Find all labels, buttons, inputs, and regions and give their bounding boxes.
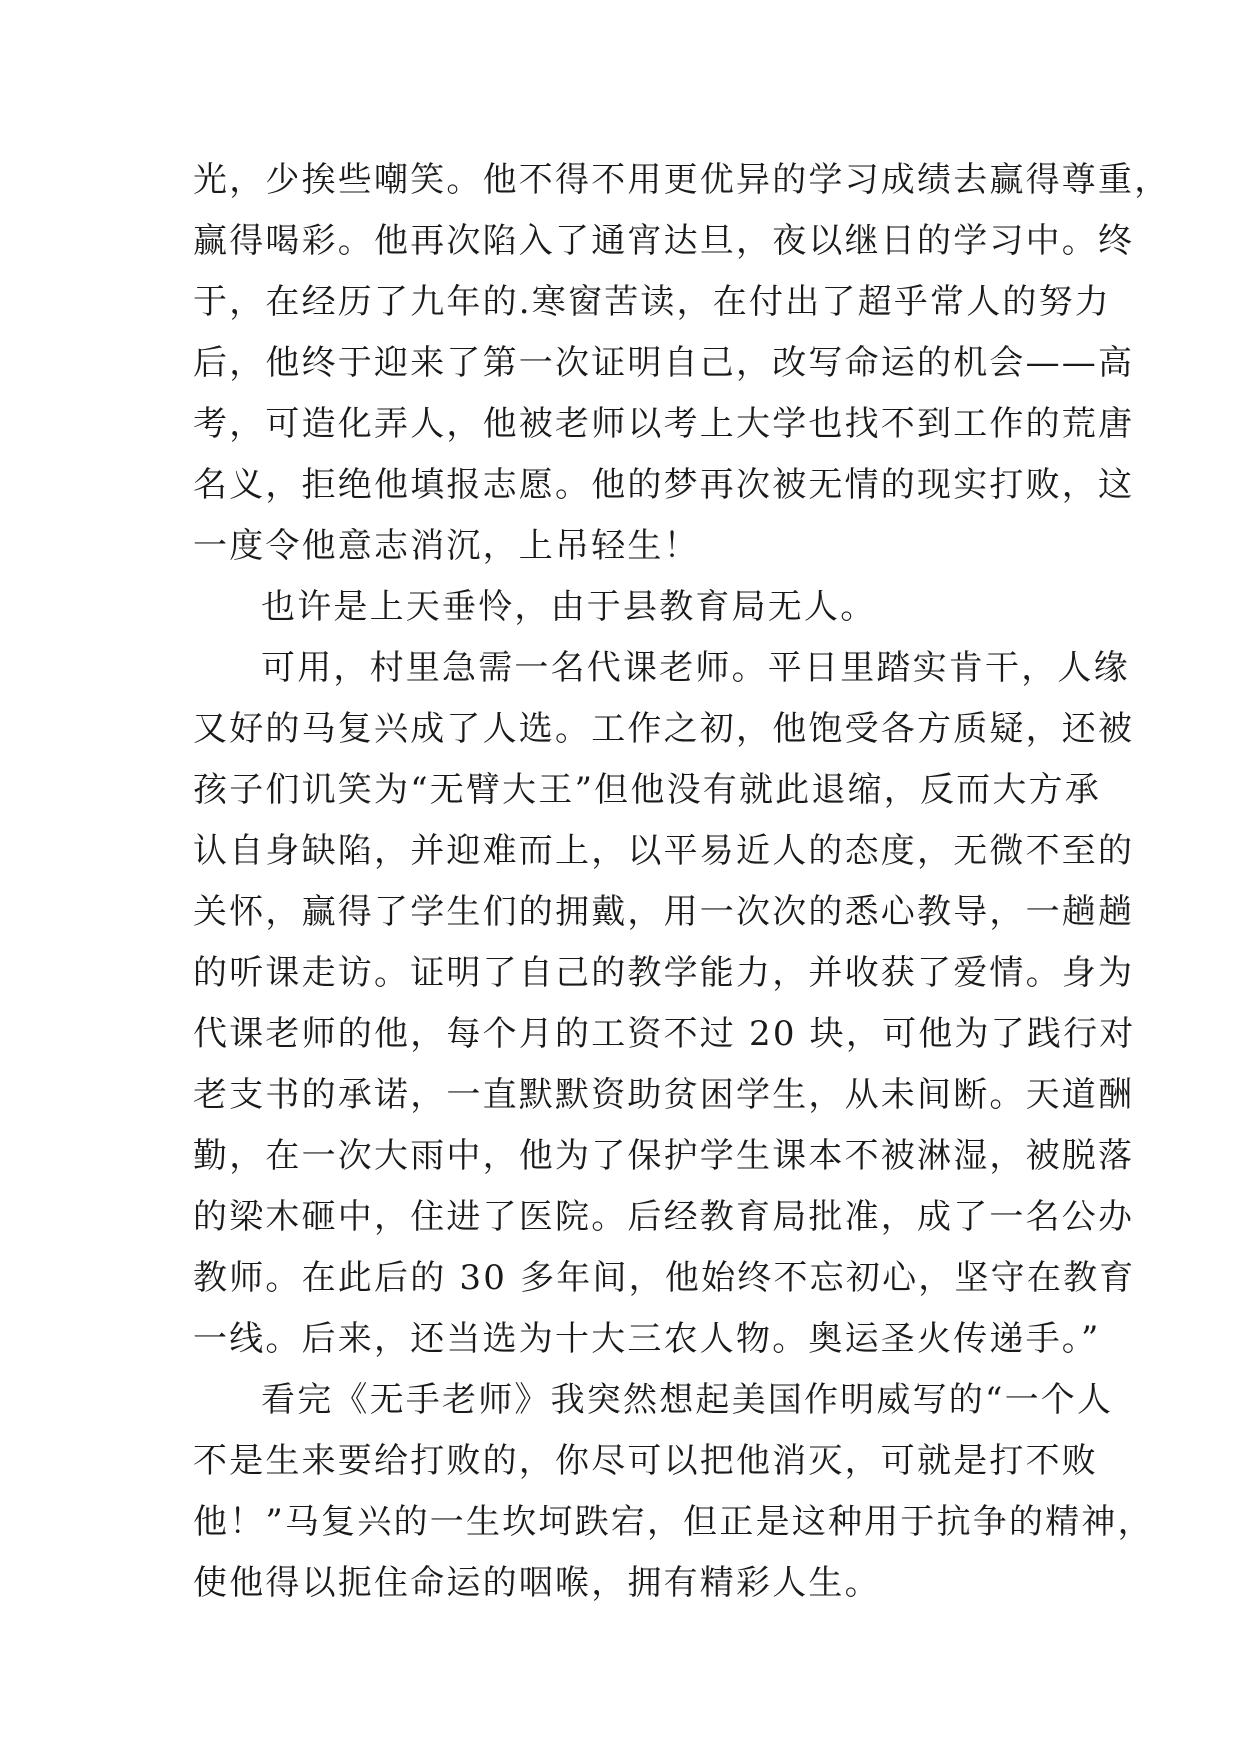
text-line: 勤，在一次大雨中，他为了保护学生课本不被淋湿，被脱落 [193,1136,1135,1176]
text-line: 一度令他意志消沉，上吊轻生！ [193,526,700,566]
text-line: 光，少挨些嘲笑。他不得不用更优异的学习成绩去赢得尊重， [193,160,1171,200]
text-line: 老支书的承诺，一直默默资助贫困学生，从未间断。天道酬 [193,1075,1135,1115]
text-line: 认自身缺陷，并迎难而上，以平易近人的态度，无微不至的 [193,831,1135,871]
text-line: 考，可造化弄人，他被老师以考上大学也找不到工作的荒唐 [193,404,1135,444]
text-line: 后，他终于迎来了第一次证明自己，改写命运的机会——高 [193,343,1135,383]
text-line: 代课老师的他，每个月的工资不过 20 块，可他为了践行对 [193,1014,1136,1054]
document-body [193,150,1171,1614]
paragraph-4 [193,1370,1154,1614]
text-line: 他！”马复兴的一生坎坷跌宕，但正是这种用于抗争的精神， [193,1502,1154,1542]
text-line: 于，在经历了九年的.寒窗苦读，在付出了超乎常人的努力 [193,282,1112,322]
text-line: 可用，村里急需一名代课老师。平日里踏实肯干，人缘 [261,648,1130,688]
text-line: 也许是上天垂怜，由于县教育局无人。 [261,587,877,627]
text-line: 教师。在此后的 30 多年间，他始终不忘初心，坚守在教育 [193,1258,1136,1298]
text-line: 的听课走访。证明了自己的教学能力，并收获了爱情。身为 [193,953,1135,993]
text-line: 使他得以扼住命运的咽喉，拥有精彩人生。 [193,1563,881,1603]
text-line: 不是生来要给打败的，你尽可以把他消灭，可就是打不败 [193,1441,1098,1481]
text-line: 的梁木砸中，住进了医院。后经教育局批准，成了一名公办 [193,1197,1135,1237]
text-line: 孩子们讥笑为“无臂大王”但他没有就此退缩，反而大方承 [193,770,1101,810]
text-line: 赢得喝彩。他再次陷入了通宵达旦，夜以继日的学习中。终 [193,221,1135,261]
paragraph-1 [193,150,1171,577]
text-line: 又好的马复兴成了人选。工作之初，他饱受各方质疑，还被 [193,709,1135,749]
text-line: 看完《无手老师》我突然想起美国作明威写的“一个人 [261,1380,1114,1420]
text-line: 关怀，赢得了学生们的拥戴，用一次次的悉心教导，一趟趟 [193,892,1135,932]
text-line: 名义，拒绝他填报志愿。他的梦再次被无情的现实打败，这 [193,465,1135,505]
paragraph-3 [193,638,1136,1370]
text-line: 一线。后来，还当选为十大三农人物。奥运圣火传递手。” [193,1319,1101,1359]
paragraph-2 [193,577,1053,638]
